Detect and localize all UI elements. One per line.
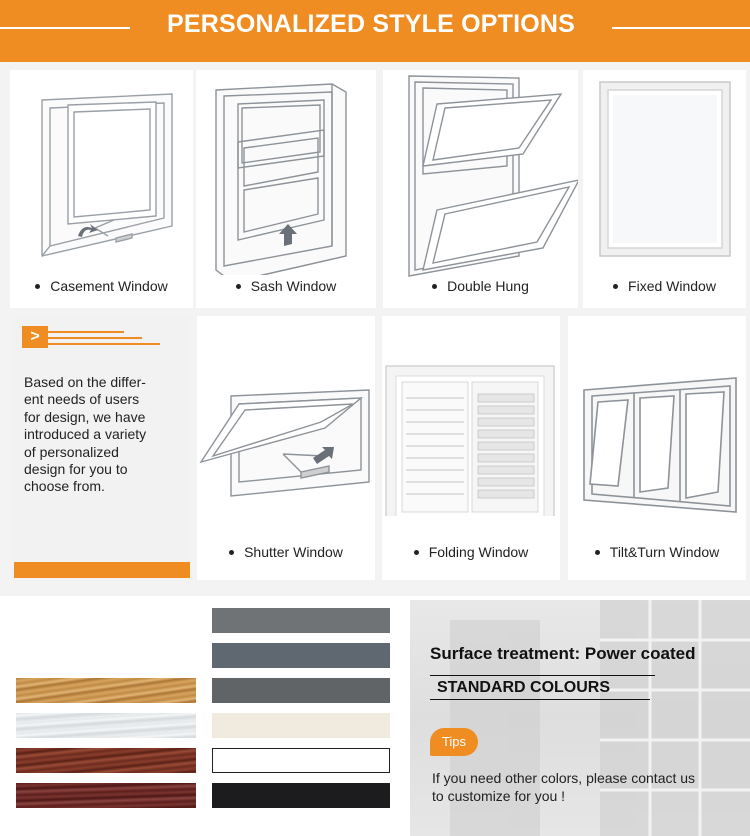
window-caption	[583, 278, 746, 294]
banner-divider-right	[612, 27, 750, 29]
banner-divider-left	[0, 27, 130, 29]
intro-accent-line	[48, 331, 124, 333]
window-caption	[10, 278, 193, 294]
intro-accent-line	[48, 337, 142, 339]
window-label: Fixed Window	[628, 278, 716, 294]
tips-text	[432, 770, 732, 805]
wood-swatch-white-ash	[16, 713, 196, 738]
tips-text-line: to customize for you !	[432, 787, 566, 804]
window-label: Folding Window	[428, 544, 529, 560]
tilt-turn-window-icon	[568, 316, 746, 516]
intro-text-line: of personalized	[24, 443, 119, 460]
wood-swatch-golden-oak	[16, 678, 196, 703]
intro-text-line: Based on the differ-	[24, 374, 146, 390]
window-card-fixed	[583, 70, 746, 308]
window-caption	[383, 278, 578, 294]
window-label: Sash Window	[250, 278, 337, 294]
intro-text-line: for design, we have	[24, 408, 146, 425]
window-label: Tilt&Turn Window	[609, 544, 720, 560]
tips-badge: Tips	[430, 728, 478, 756]
colour-swatch	[212, 678, 390, 703]
window-label: Casement Window	[50, 278, 168, 294]
intro-text-line: ent needs of users	[24, 391, 140, 408]
window-card-folding	[382, 316, 560, 580]
tips-text-line: If you need other colors, please contact us	[432, 770, 696, 786]
intro-text-line	[24, 374, 174, 496]
shutter-window-icon	[197, 316, 375, 516]
intro-accent-line	[48, 343, 160, 345]
window-label: Double Hung	[447, 278, 529, 294]
folding-window-icon	[382, 316, 560, 516]
page-title: PERSONALIZED STYLE OPTIONS	[166, 10, 576, 38]
divider	[430, 699, 650, 700]
window-card-shutter	[197, 316, 375, 580]
casement-window-icon	[10, 70, 193, 270]
window-card-tilt-turn	[568, 316, 746, 580]
window-card-double-hung	[383, 70, 578, 308]
window-caption	[196, 278, 376, 294]
colour-swatch	[212, 748, 390, 773]
wood-swatch-mahogany	[16, 748, 196, 773]
surface-treatment-title: Surface treatment: Power coated	[430, 644, 696, 663]
colour-swatch	[212, 608, 390, 633]
window-label: Shutter Window	[244, 544, 343, 560]
fixed-window-icon	[583, 70, 746, 270]
intro-text-line: choose from.	[24, 478, 105, 495]
colour-swatch	[212, 783, 390, 808]
window-card-casement	[10, 70, 193, 308]
intro-text	[24, 374, 174, 496]
window-caption	[568, 544, 746, 560]
header-banner	[0, 0, 750, 62]
wood-swatch-dark-cherry	[16, 783, 196, 808]
standard-colours-heading: STANDARD COLOURS	[437, 679, 611, 696]
colour-swatch	[212, 713, 390, 738]
sash-window-icon	[196, 70, 376, 275]
window-card-sash	[196, 70, 376, 308]
intro-text-line: design for you to	[24, 461, 128, 478]
window-caption	[197, 544, 375, 560]
intro-accent-bar	[14, 562, 190, 578]
double-hung-window-icon	[383, 70, 578, 280]
divider	[430, 675, 655, 676]
chevron-right-icon: >	[22, 326, 48, 348]
window-caption	[382, 544, 560, 560]
intro-text-line: introduced a variety	[24, 426, 147, 443]
intro-panel	[14, 316, 190, 578]
colour-swatch	[212, 643, 390, 668]
